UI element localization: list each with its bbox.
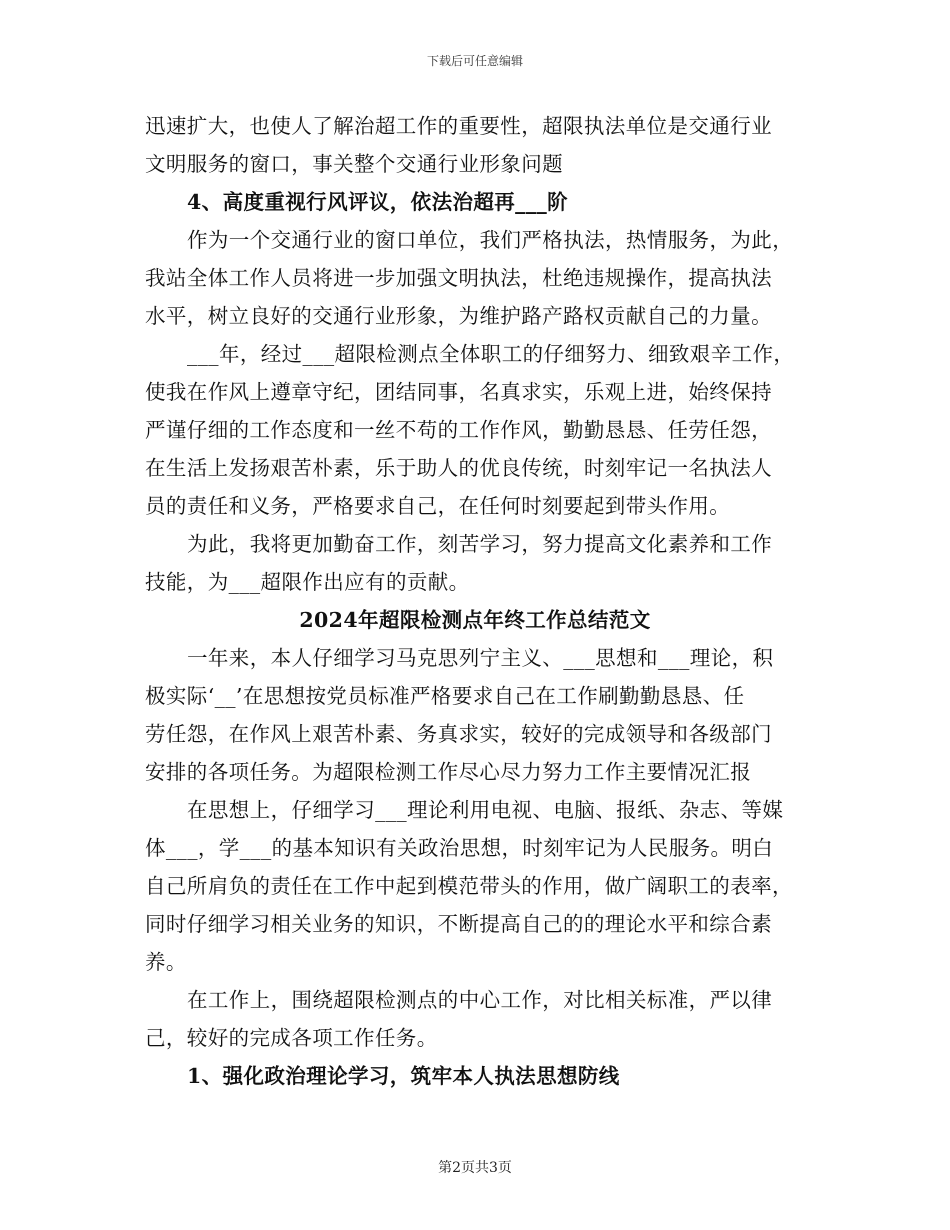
body-line: 员的责任和义务，严格要求自己，在任何时刻要起到带头作用。: [145, 494, 731, 518]
body-line: 水平，树立良好的交通行业形象，为维护路产路权贡献自己的力量。: [145, 304, 772, 328]
page-number: 第2页共3页: [438, 1160, 512, 1176]
section-heading: 4、高度重视行风评议，依法治超再___阶: [187, 190, 569, 214]
body-line: 一年来，本人仔细学习马克思列宁主义、___思想和___理论，积: [187, 646, 774, 670]
page-header: 下载后可任意编辑: [426, 54, 523, 68]
body-line: 养。: [145, 950, 187, 974]
section-heading: 1、强化政治理论学习，筑牢本人执法思想防线: [187, 1064, 620, 1088]
document-body: [145, 107, 805, 1095]
body-line: 劳任怨，在作风上艰苦朴素、务真求实，较好的完成领导和各级部门: [145, 722, 772, 746]
body-line: 迅速扩大，也使人了解治超工作的重要性，超限执法单位是交通行业: [145, 114, 772, 138]
body-line: 极实际‘__’在思想按党员标准严格要求自己在工作刷勤勤恳恳、任: [145, 684, 745, 708]
document-title: 2024年超限检测点年终工作总结范文: [299, 608, 651, 632]
body-line: 同时仔细学习相关业务的知识，不断提高自己的的理论水平和综合素: [145, 912, 772, 936]
body-line: 体___，学___的基本知识有关政治思想，时刻牢记为人民服务。明白: [145, 836, 774, 860]
body-line: 我站全体工作人员将进一步加强文明执法，杜绝违规操作，提高执法: [145, 266, 772, 290]
body-line: 文明服务的窗口，事关整个交通行业形象问题: [145, 152, 563, 176]
body-line: 在生活上发扬艰苦朴素，乐于助人的优良传统，时刻牢记一名执法人: [145, 456, 772, 480]
body-line: 在工作上，围绕超限检测点的中心工作，对比相关标准，严以律: [187, 988, 773, 1012]
body-line: 严谨仔细的工作态度和一丝不苟的工作作风，勤勤恳恳、任劳任怨，: [145, 418, 772, 442]
body-line: 在思想上，仔细学习___理论利用电视、电脑、报纸、杂志、等媒: [187, 798, 784, 822]
body-line: 自己所肩负的责任在工作中起到模范带头的作用，做广阔职工的表率，: [145, 874, 793, 898]
body-line: 安排的各项任务。为超限检测工作尽心尽力努力工作主要情况汇报: [145, 760, 752, 784]
body-line: 为此，我将更加勤奋工作，刻苦学习，努力提高文化素养和工作: [187, 532, 773, 556]
body-line: ___年，经过___超限检测点全体职工的仔细努力、细致艰辛工作，: [187, 342, 795, 366]
body-line: 己，较好的完成各项工作任务。: [145, 1026, 438, 1050]
body-line: 使我在作风上遵章守纪，团结同事，名真求实，乐观上进，始终保持: [145, 380, 772, 404]
body-line: 作为一个交通行业的窗口单位，我们严格执法，热情服务，为此，: [187, 228, 794, 252]
body-line: 技能，为___超限作出应有的贡献。: [145, 570, 470, 594]
